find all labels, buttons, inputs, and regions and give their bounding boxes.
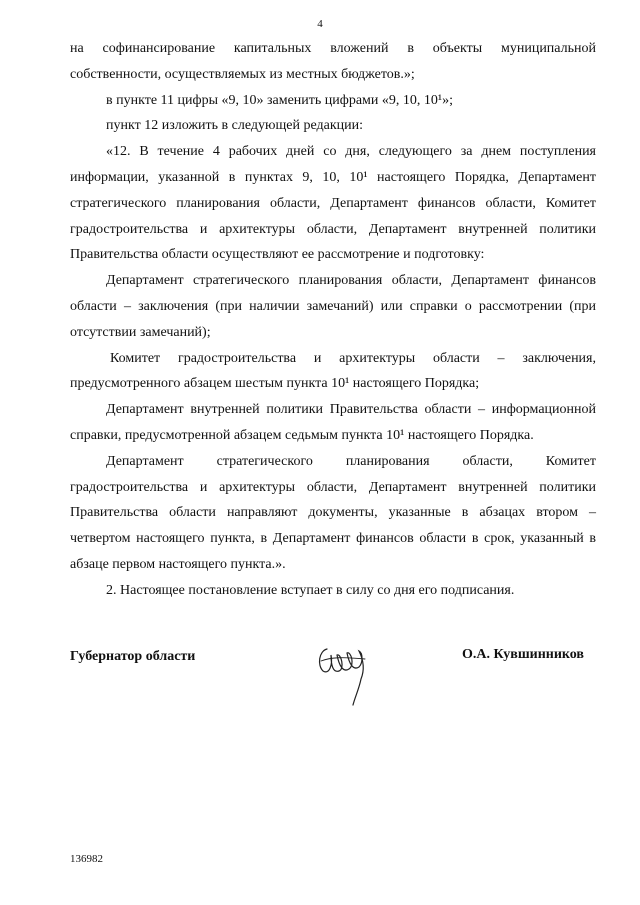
paragraph: пункт 12 изложить в следующей редакции: xyxy=(106,118,363,134)
handwritten-signature xyxy=(313,635,383,715)
paragraph: «12. В течение 4 рабочих дней со дня, следующего за днем поступления информации, указанной в пунктах 9, 10, 10¹ настоящего Порядка, Департамент стратегического планирования области, Департамент финансов области, Комитет градостроительства и архитектуры области, Департамент внутренней политики Правительства области осуществляют ее рассмотрение и подготовку: xyxy=(70,144,596,263)
document-body xyxy=(70,36,596,604)
paragraph: Департамент стратегического планирования области, Департамент финансов области – заключения (при наличии замечаний) или справки о рассмотрении (при отсутствии замечаний); xyxy=(70,273,596,340)
signature-block xyxy=(70,647,596,717)
paragraph: Департамент стратегического планирования области, Комитет градостроительства и архитектуры области, Департамент внутренней политики Правительства области направляют документы, указанные в абзацах втором – четвертом настоящего пункта, в Департамент финансов области в срок, указанный в абзаце первом настоящего пункта.». xyxy=(70,453,596,572)
paragraph: в пункте 11 цифры «9, 10» заменить цифрами «9, 10, 10¹»; xyxy=(106,92,453,108)
signer-name: О.А. Кувшинников xyxy=(461,647,584,662)
paragraph: Департамент внутренней политики Правительства области – информационной справки, предусмотренной абзацем седьмым пункта 10¹ настоящего Порядка. xyxy=(70,402,596,443)
paragraph: Комитет градостроительства и архитектуры области – заключения, предусмотренного абзацем шестым пункта 10¹ настоящего Порядка; xyxy=(70,350,596,392)
paragraph: 2. Настоящее постановление вступает в силу со дня его подписания. xyxy=(106,582,515,598)
paragraph: на софинансирование капитальных вложений в объекты муниципальной собственности, осуществляемых из местных бюджетов.»; xyxy=(70,41,596,82)
document-code: 136982 xyxy=(70,853,103,865)
signer-title: Губернатор области xyxy=(70,649,196,664)
page-number: 4 xyxy=(317,18,323,30)
